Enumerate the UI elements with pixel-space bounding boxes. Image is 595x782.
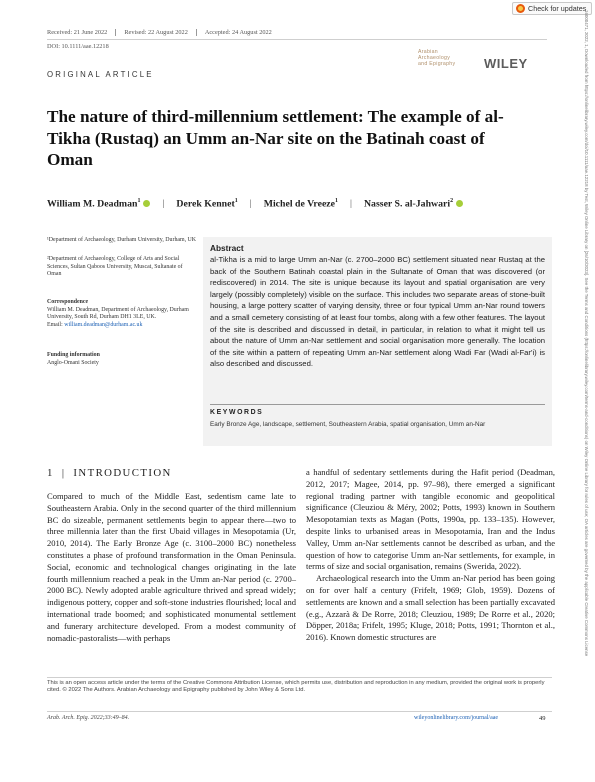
journal-url[interactable]: wileyonlinelibrary.com/journal/aae [414,715,499,721]
abstract-box [203,237,552,446]
publisher-logo: WILEY [484,56,528,71]
author-list [47,198,557,209]
download-notice-text: 16000471, 2022, 1, Downloaded from https://onlinelibrary.wiley.com/doi/10.1111/aae.12218 by Test, Wiley Online Library on [26/10/2023]. See the Terms and Conditions (https://onlinelibrary.wiley.com/terms-and-conditions) on Wiley Online Library for rules of use; OA articles are governed by the applicable Creative Commons License [584,10,589,657]
page-number: 49 [539,715,546,722]
journal-logo-line2: Archaeology [418,55,451,61]
journal-logo-line3: and Epigraphy [418,61,456,67]
article-dates [47,29,382,36]
affiliation: ¹Department of Archaeology, Durham University, Durham, UK [47,237,197,243]
license-text: This is an open access article under the terms of the Creative Commons Attribution License, which permits use, distribution and reproduction in any medium, provided the original work is properly cited. © 2022 The Authors. Arabian Archaeology and Epigraphy published by John Wiley & Sons Ltd. [47,680,545,694]
author[interactable]: Nasser S. al-Jahwari$^2$ [363,198,454,210]
license-rule [47,677,552,678]
correspondence-address: William M. Deadman, Department of Archaeology, Durham University, South Rd, Durham DH1 3LE, UK. [47,306,189,321]
keywords-rule [210,404,545,405]
article-type: ORIGINAL ARTICLE [47,70,154,79]
revised-date: Revised: 22 August 2022 [124,29,197,36]
correspondence-heading: Correspondence [47,299,89,305]
author[interactable]: Derek Kennet$^1$ [176,198,238,210]
download-notice-strip [573,10,593,778]
keywords-text: Early Bronze Age, landscape, settlement, Southeastern Arabia, spatial organisation, Umm an-Nar [210,421,486,428]
journal-logo-line1: Arabian [418,49,438,55]
orcid-icon[interactable] [143,200,150,207]
author-separator: | [350,198,352,210]
received-date: Received: 21 June 2022 [47,29,116,36]
body-column-right [306,467,555,644]
paragraph: a handful of sedentary settlements during the Hafit period (Deadman, 2012, 2017; Magee, 2014, pp. 97–98), there emerged a significant regional trading partner with tangible economic and geopolitical significance (Cleuziou & Méry, 2002; Potts, 1993) known in Southern Mesopotamian texts as Magan (Potts, 1990a, pp. 133–135). However, despite links to urbanised areas in Mesopotamia, Iran and the Indus Valley, Umm an-Nar settlements cannot be described as urban, and the question of how to categorise Umm an-Nar settlements, for example, in terms of size and social organisation, remains (Swerida, 2022). [306,467,555,572]
section-heading: 1 | INTRODUCTION [47,467,172,479]
article-title: The nature of third-millennium settlement: The example of al-Tikha (Rustaq) an Umm an-Nar site on the Batinah coast of Oman [47,107,504,169]
author-separator: | [162,198,165,210]
author[interactable]: Michel de Vreeze$^1$ [263,198,338,210]
funding-text: Anglo-Omani Society [47,359,99,366]
affiliation: ²Department of Archaeology, College of Arts and Social Sciences, Sultan Qaboos University, Muscat, Sultanate of Oman [47,256,183,278]
header-rule [47,39,547,40]
paragraph: Compared to much of the Middle East, sedentism came late to Southeastern Arabia. Only in the second quarter of the third millennium BC do sizeable, permanent settlements begin to appear there—two to three millennia later than the first Ubaid villages in Mesopotamia (Ur, 2010, 2014). The Early Bronze Age (c. 3100–2000 BC) nonetheless constitutes a phase of profound transformation in the Oman Peninsula. Social, economic and technological changes originating in the late fourth millennium reached a peak in the Umm an-Nar period (c. 2700–2000 BC). Newly adopted arable agriculture thrived and spread widely; indigenous pottery, copper and soft-stone industries flourished; local and international trade boomed; and sophisticated monumental settlement and funerary architecture developed. From a modest community of nomadic-pastoralists—with perhaps [47,491,296,643]
author-separator: | [249,198,252,210]
funding-block [47,352,197,367]
keywords-heading: KEYWORDS [210,409,264,416]
correspondence-email-link[interactable]: william.deadman@durham.ac.uk [64,321,143,328]
journal-citation: Arab. Arch. Epig. 2022;33:49–84. [47,715,130,721]
doi[interactable]: DOI: 10.1111/aae.12218 [47,43,109,50]
footer-rule [47,711,552,712]
funding-heading: Funding information [47,352,100,358]
correspondence-email-line: Email: william.deadman@durham.ac.uk [47,321,143,328]
abstract-text: al-Tikha is a mid to large Umm an-Nar (c. 2700–2000 BC) settlement situated near Rustaq at the back of the Southern Batinah coastal plain in the Sultanate of Oman that was discovered (or rediscovered) in 2014. The site is unique because its layout and spatial organisation are very largely (possibly completely) visible on the surface. This includes two separate areas of stone-built housing, a large pottery scatter of varying density, three or four typical Umm an-Nar round towers and a small cemetery consisting of at least four tombs, along with a few other features. The layout of the site is described and discussed in detail, in particular, in relation to what it might tell us about the nature of Umm an-Nar settlement and social organisation more generally. The location of the site within a pattern of repeating Umm an-Nar settlement along Wadi Far (Wadi al-Far'i) is also described and discussed. [210,255,545,369]
correspondence-block [47,299,197,329]
abstract-heading: Abstract [210,243,244,253]
check-for-updates-label: Check for updates [528,4,587,13]
paragraph: Archaeological research into the Umm an-Nar period has been going on for over half a century (Frifelt, 1969; Glob, 1959). Dozens of settlements are known and a small selection has been partially excavated (e.g., Azzarà & De Rorre, 2018; Cleuziou, 1989; De Rorre et al., 2020; Döpper, 2018a; Frifelt, 1995; Kluge, 2018; Potts, 1991; Thornton et al., 2016). Known domestic structures are [306,573,555,643]
orcid-icon[interactable] [456,200,463,207]
body-column-left [47,491,296,644]
author[interactable]: William M. Deadman$^1$ [47,198,141,210]
update-icon [516,4,525,13]
journal-logo [418,49,478,67]
accepted-date: Accepted: 24 August 2022 [204,29,272,36]
